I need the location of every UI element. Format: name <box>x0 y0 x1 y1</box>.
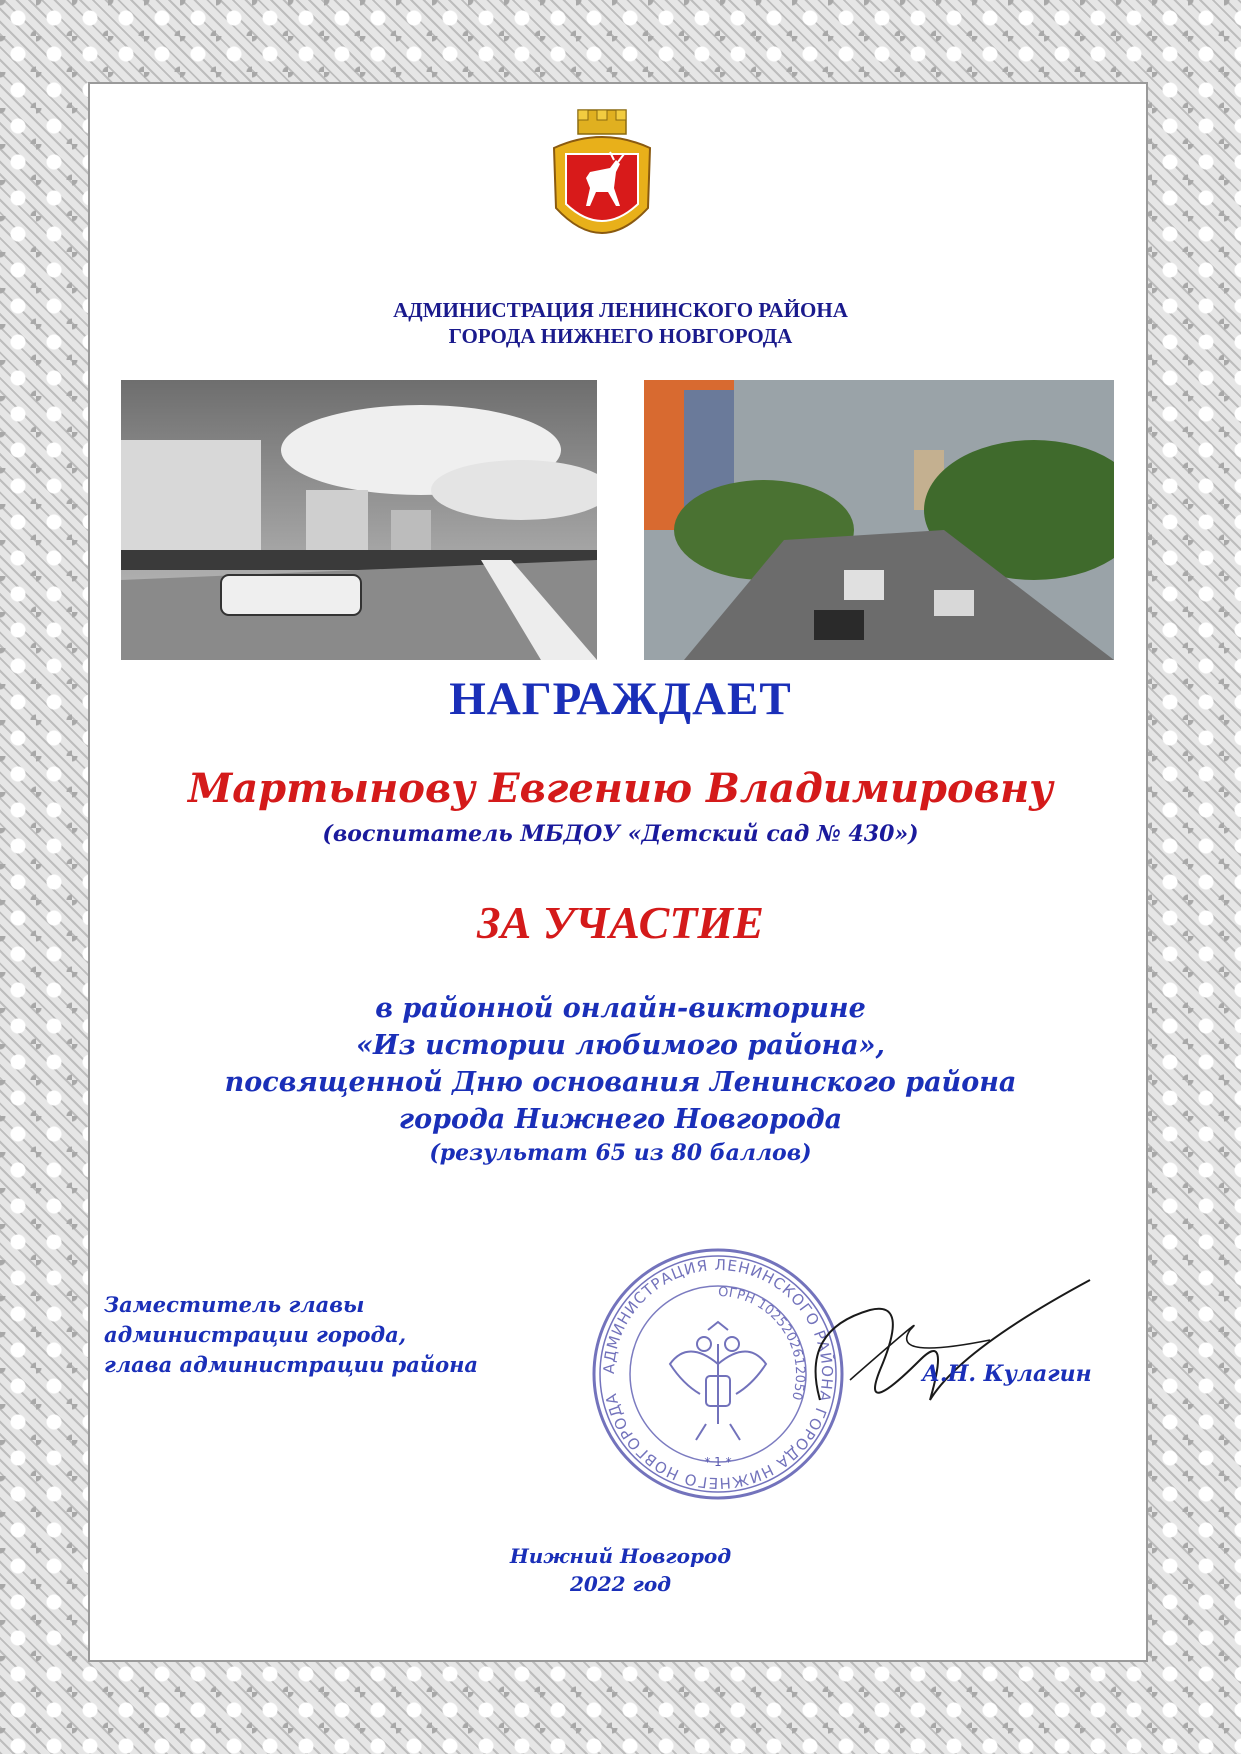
event-line: посвященной Дню основания Ленинского района <box>224 1067 1017 1098</box>
svg-text:* 1 *: * 1 * <box>704 1455 732 1469</box>
footer-city: Нижний Новгород <box>509 1544 732 1568</box>
signer-title <box>104 1290 478 1380</box>
footer-year: 2022 год <box>569 1572 672 1596</box>
recipient-name: Мартынову Евгению Владимировну <box>187 765 1054 812</box>
stamp-text: АДМИНИСТРАЦИЯ ЛЕНИНСКОГО РАЙОНА ГОРОДА НИЖНЕГО НОВГОРОДА <box>599 1255 837 1493</box>
event-description <box>0 990 1241 1168</box>
signer-title-line: администрации города, <box>104 1322 407 1347</box>
signer-name: А.Н. Кулагин <box>922 1361 1092 1387</box>
administration-title <box>0 297 1241 349</box>
administration-title-line1: АДМИНИСТРАЦИЯ ЛЕНИНСКОГО РАЙОНА <box>393 298 848 322</box>
awards-heading: НАГРАЖДАЕТ <box>449 673 792 725</box>
administration-title-line2: ГОРОДА НИЖНЕГО НОВГОРОДА <box>448 324 793 348</box>
reason-heading: ЗА УЧАСТИЕ <box>477 897 764 948</box>
recipient-position: (воспитатель МБДОУ «Детский сад № 430») <box>322 821 919 847</box>
double-headed-eagle-icon <box>670 1322 766 1440</box>
event-line: города Нижнего Новгорода <box>398 1104 843 1135</box>
event-line: «Из истории любимого района», <box>356 1030 885 1061</box>
stamp-ogrn: ОГРН 1025202612050 <box>717 1284 808 1402</box>
event-line: в районной онлайн-викторине <box>375 993 866 1024</box>
footer <box>0 1542 1241 1598</box>
signer-title-line: глава администрации района <box>104 1352 479 1377</box>
handwritten-signature <box>790 1270 1100 1420</box>
historical-street-photo <box>121 380 597 660</box>
event-result: (результат 65 из 80 баллов) <box>429 1140 812 1166</box>
signer-title-line: Заместитель главы <box>104 1292 365 1317</box>
modern-street-photo <box>644 380 1114 660</box>
coat-of-arms-emblem <box>540 108 664 248</box>
